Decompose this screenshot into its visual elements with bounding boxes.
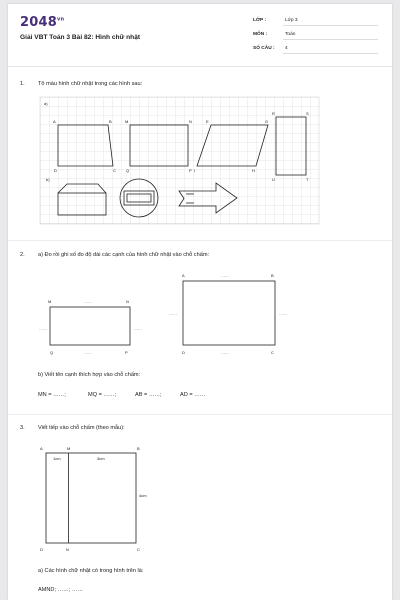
- label-h: H: [252, 168, 255, 173]
- q2-dots-bc[interactable]: ……: [279, 311, 287, 316]
- q3-measure-am: 1cm: [53, 456, 61, 461]
- label-g: G: [265, 119, 269, 124]
- q2-fill-ab[interactable]: AB = ……;: [135, 392, 162, 398]
- q2-label-n: N: [126, 299, 129, 304]
- q2-label-b: B: [271, 273, 274, 278]
- q2-label-q: Q: [50, 350, 54, 355]
- q3-label-b: B: [137, 446, 140, 451]
- label-p: P: [189, 168, 192, 173]
- q2-dots-np[interactable]: ……: [134, 326, 142, 331]
- q1-part-a-label: a): [44, 101, 48, 106]
- q2-label-p: P: [125, 350, 128, 355]
- q2-text: a) Đo rồi ghi số đo độ dài các cạnh của hình chữ nhật vào chỗ chấm:: [38, 252, 210, 258]
- label-r: R: [272, 111, 275, 116]
- label-s: S: [306, 111, 309, 116]
- q3-answer-example[interactable]: AMND; ……; ……: [38, 587, 84, 593]
- label-a: A: [53, 119, 56, 124]
- rect-abcd-q3: [46, 453, 136, 543]
- q2-fill-mq[interactable]: MQ = ……;: [88, 392, 117, 398]
- q1-part-b-label: b): [46, 177, 50, 182]
- q3-label-a: A: [40, 446, 43, 451]
- q2-label-c: C: [271, 350, 274, 355]
- q2-label-a: A: [182, 273, 185, 278]
- label-d: D: [54, 168, 57, 173]
- q2-fill-ad[interactable]: AD = ……: [180, 392, 206, 398]
- meta-grade: LỚP : Lớp 3: [253, 16, 378, 26]
- q2-dots-mn[interactable]: ……: [84, 299, 92, 304]
- label-i: I: [194, 168, 196, 173]
- label-e: E: [206, 119, 209, 124]
- q2-label-d: D: [182, 350, 185, 355]
- q3-measure-bc: 4cm: [139, 493, 147, 498]
- label-m: M: [125, 119, 129, 124]
- q3-measure-mb: 3cm: [97, 456, 105, 461]
- q2-dots-mq[interactable]: ……: [39, 326, 47, 331]
- q3-label-n: N: [66, 547, 69, 552]
- label-c: C: [113, 168, 116, 173]
- q3-answer-prompt: a) Các hình chữ nhật có trong hình trên là:: [38, 568, 144, 574]
- q2-fill-mn[interactable]: MN = ……;: [38, 392, 66, 398]
- label-u: U: [272, 177, 275, 182]
- label-q: Q: [126, 168, 130, 173]
- meta-question-count: SỐ CÂU : 4: [253, 44, 378, 54]
- q2-dots-qp[interactable]: ……: [84, 350, 92, 355]
- q2-number: 2.: [20, 252, 25, 258]
- q3-text: Viết tiếp vào chỗ chấm (theo mẫu):: [38, 425, 125, 431]
- q1-text: Tô màu hình chữ nhật trong các hình sau:: [38, 81, 143, 87]
- label-n: N: [189, 119, 192, 124]
- q2-dots-ab[interactable]: ……: [221, 273, 229, 278]
- q2-label-m: M: [48, 299, 52, 304]
- page-title: Giải VBT Toán 3 Bài 82: Hình chữ nhật: [20, 34, 141, 41]
- q2-dots-ad[interactable]: ……: [169, 311, 177, 316]
- meta-subject: MÔN : Toán: [253, 30, 378, 40]
- label-b: B: [109, 119, 112, 124]
- q3-label-d: D: [40, 547, 43, 552]
- q3-number: 3.: [20, 425, 25, 431]
- q1-number: 1.: [20, 81, 25, 87]
- site-logo[interactable]: $2048^{vn}$: [20, 15, 65, 30]
- q3-label-c: C: [137, 547, 140, 552]
- q3-label-m: M: [67, 446, 71, 451]
- q2-part-b-text: b) Viết tên cạnh thích hợp vào chỗ chấm:: [38, 372, 141, 378]
- label-t: T: [306, 177, 309, 182]
- q2-dots-dc[interactable]: ……: [221, 350, 229, 355]
